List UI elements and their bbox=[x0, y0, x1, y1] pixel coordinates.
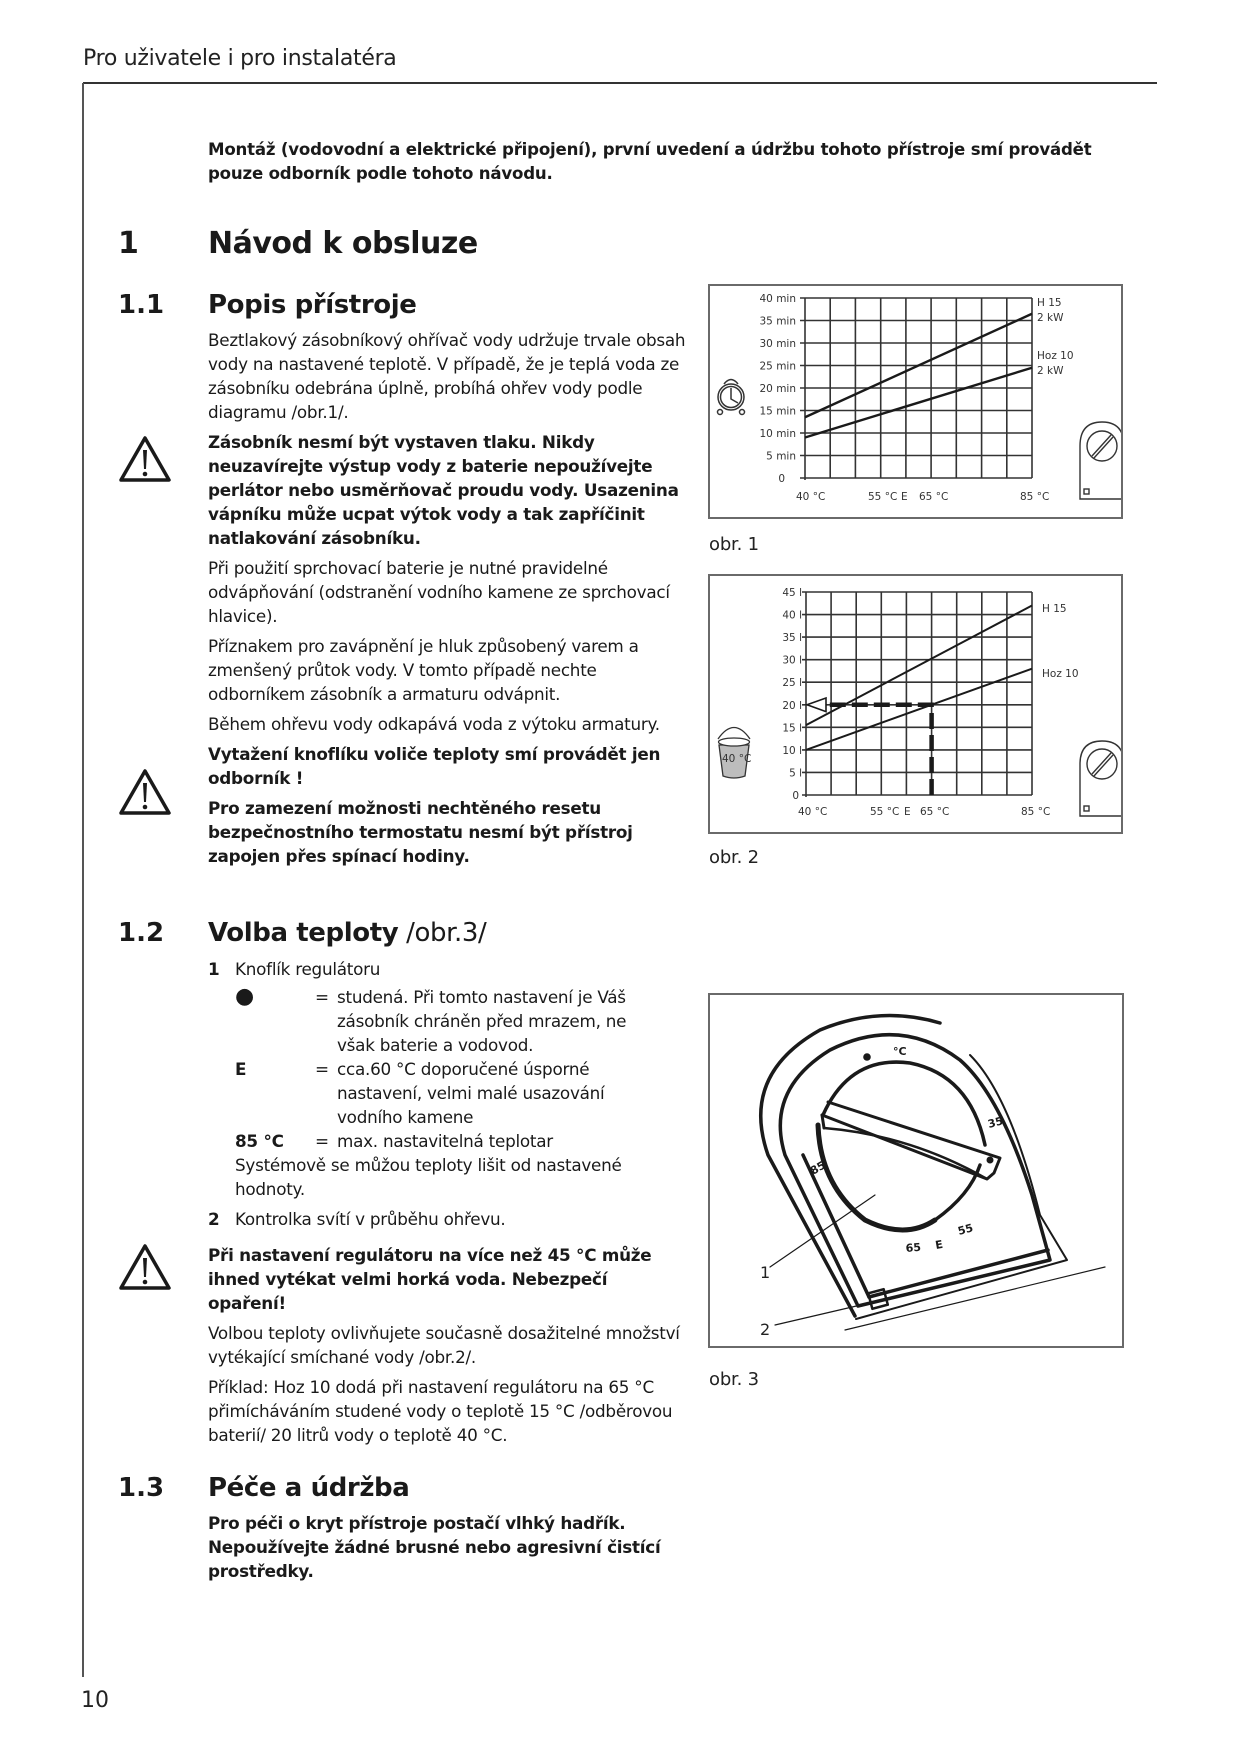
paragraph: Beztlakový zásobníkový ohřívač vody udržuje trvale obsah vody na nastavené teplotě. V případě, že je teplá voda ze zásobníku odebrána úplně, probíhá ohřev vody podle diagramu /obr.1/. bbox=[208, 330, 686, 422]
header-rule bbox=[83, 82, 1157, 84]
svg-text:15 l: 15 l bbox=[782, 722, 802, 735]
svg-text:15 min: 15 min bbox=[759, 405, 796, 418]
section-1-1-body bbox=[208, 328, 688, 874]
bucket-temperature-label: 40 °C bbox=[722, 753, 752, 765]
svg-text:0: 0 bbox=[792, 790, 799, 802]
section-1-2-number: 1.2 bbox=[118, 918, 165, 948]
svg-text:40 °C: 40 °C bbox=[798, 806, 828, 818]
svg-text:2 kW: 2 kW bbox=[1037, 312, 1064, 324]
section-1-3-title: Péče a údržba bbox=[208, 1473, 410, 1503]
svg-text:20 min: 20 min bbox=[759, 383, 796, 395]
intro-line-2: pouze odborník podle tohoto návodu. bbox=[208, 164, 553, 183]
section-1-3-number: 1.3 bbox=[118, 1473, 165, 1503]
svg-text:65: 65 bbox=[905, 1240, 922, 1255]
hot-water-volume-chart bbox=[710, 576, 1121, 832]
svg-text:Hoz 10: Hoz 10 bbox=[1042, 668, 1079, 680]
svg-text:35 min: 35 min bbox=[759, 315, 796, 328]
svg-text:65 °C: 65 °C bbox=[920, 806, 950, 818]
figure-1-caption: obr. 1 bbox=[709, 534, 759, 555]
list-item bbox=[208, 957, 688, 981]
thermostat-dial-icon bbox=[1080, 741, 1121, 816]
section-1-number: 1 bbox=[118, 226, 139, 261]
paragraph: Volbou teploty ovlivňujete současně dosažitelné množství vytékající smíchané vody /obr.2/. bbox=[208, 1323, 680, 1367]
item-label: Kontrolka svítí v průběhu ohřevu. bbox=[235, 1209, 506, 1229]
svg-text:55 °C: 55 °C bbox=[870, 806, 900, 818]
margin-rule bbox=[82, 83, 84, 1677]
svg-text:35: 35 bbox=[986, 1114, 1005, 1131]
definition-key: 85 °C bbox=[235, 1131, 284, 1151]
svg-text:2 kW: 2 kW bbox=[1037, 365, 1064, 377]
bucket-icon bbox=[718, 728, 751, 779]
svg-text:35 l: 35 l bbox=[782, 632, 802, 645]
item-number: 1 bbox=[208, 959, 220, 979]
item-number: 2 bbox=[208, 1209, 220, 1229]
paragraph: Příznakem pro zavápnění je hluk způsobený varem a zmenšený průtok vody. V tomto případě nechte odborníkem zásobník a armaturu odvápnit. bbox=[208, 636, 639, 704]
svg-text:°C: °C bbox=[893, 1045, 907, 1058]
alarm-clock-icon bbox=[718, 380, 745, 415]
definition-row bbox=[208, 985, 688, 1057]
svg-text:65 °C: 65 °C bbox=[919, 491, 949, 503]
knob-legend bbox=[208, 957, 688, 1231]
paragraph: Při použití sprchovací baterie je nutné pravidelné odvápňování (odstranění vodního kamene ze sprchovací hlavice). bbox=[208, 558, 670, 626]
svg-text:40 °C: 40 °C bbox=[796, 491, 826, 503]
figure-3-box bbox=[708, 993, 1124, 1348]
equals-sign: = bbox=[315, 987, 329, 1007]
svg-text:30 min: 30 min bbox=[759, 338, 796, 350]
svg-text:5 l: 5 l bbox=[789, 767, 802, 780]
svg-text:30 l: 30 l bbox=[782, 654, 802, 667]
thermostat-knob-illustration bbox=[710, 995, 1122, 1346]
svg-text:45 l: 45 l bbox=[782, 587, 802, 599]
svg-text:85 °C: 85 °C bbox=[1020, 491, 1050, 503]
definition-key: E bbox=[235, 1059, 247, 1079]
note-text: Systémově se můžou teploty lišit od nastavené hodnoty. bbox=[235, 1155, 622, 1199]
svg-text:H 15: H 15 bbox=[1037, 297, 1062, 309]
item-label: Knoflík regulátoru bbox=[235, 959, 381, 979]
intro-line-1: Montáž (vodovodní a elektrické připojení), první uvedení a údržbu tohoto přístroje smí provádět bbox=[208, 140, 1092, 159]
paragraph: Během ohřevu vody odkapává voda z výtoku armatury. bbox=[208, 714, 660, 734]
svg-text:40 l: 40 l bbox=[782, 609, 802, 622]
svg-text:H 15: H 15 bbox=[1042, 603, 1067, 615]
svg-text:10 min: 10 min bbox=[759, 428, 796, 440]
series-h15-line bbox=[806, 606, 1032, 726]
warning-text: Zásobník nesmí být vystaven tlaku. Nikdy neuzavírejte výstup vody z baterie nepoužívejte perlátor nebo usměrňovač proudu vody. Usazenina vápníku může ucpat výtok vody a tak zapříčinit natlakování zásobníku. bbox=[208, 432, 679, 548]
svg-text:25 min: 25 min bbox=[759, 360, 796, 373]
warning-text: Při nastavení regulátoru na více než 45 °C může ihned vytékat velmi horká voda. Nebezpečí opaření! bbox=[208, 1245, 652, 1313]
svg-text:1: 1 bbox=[760, 1263, 771, 1282]
definition-value: studená. Při tomto nastavení je Váš zásobník chráněn před mrazem, ne však baterie a vodovod. bbox=[337, 987, 627, 1055]
definition-row bbox=[208, 1129, 688, 1153]
definition-value: max. nastavitelná teplotar bbox=[337, 1131, 553, 1151]
series-hoz10-line bbox=[806, 669, 1032, 750]
section-1-2-body bbox=[208, 1243, 688, 1453]
figure-3-caption: obr. 3 bbox=[709, 1369, 759, 1390]
page-number: 10 bbox=[81, 1688, 109, 1713]
section-1-title: Návod k obsluze bbox=[208, 226, 478, 261]
warning-text: Vytažení knoflíku voliče teploty smí provádět jen odborník ! bbox=[208, 744, 661, 788]
section-1-3-body: Pro péči o kryt přístroje postačí vlhký hadřík. Nepoužívejte žádné brusné nebo agresivní čistící prostředky. bbox=[208, 1513, 661, 1581]
svg-text:E: E bbox=[904, 806, 911, 818]
list-item bbox=[208, 1207, 688, 1231]
svg-text:5 min: 5 min bbox=[766, 450, 796, 463]
svg-text:0: 0 bbox=[778, 473, 785, 485]
heating-time-chart bbox=[710, 286, 1121, 517]
figure-1-box bbox=[708, 284, 1123, 519]
intro-notice bbox=[208, 138, 1138, 186]
section-1-1-number: 1.1 bbox=[118, 290, 165, 320]
chart-grid bbox=[800, 298, 1032, 480]
svg-text:85 °C: 85 °C bbox=[1021, 806, 1051, 818]
figure-2-box bbox=[708, 574, 1123, 834]
section-1-1-title: Popis přístroje bbox=[208, 290, 417, 320]
svg-text:10 l: 10 l bbox=[782, 744, 802, 757]
running-head: Pro uživatele i pro instalatéra bbox=[83, 46, 397, 71]
warning-icon bbox=[118, 435, 172, 483]
paragraph: Příklad: Hoz 10 dodá při nastavení regulátoru na 65 °C přimícháváním studené vody o teplotě 15 °C /odběrovou baterií/ 20 litrů vody o teplotě 40 °C. bbox=[208, 1377, 673, 1445]
svg-text:40 min: 40 min bbox=[759, 293, 796, 305]
arrow-head-icon bbox=[807, 698, 826, 712]
equals-sign: = bbox=[315, 1059, 329, 1079]
svg-text:E: E bbox=[901, 491, 908, 503]
figure-2-caption: obr. 2 bbox=[709, 847, 759, 868]
thermostat-dial-icon bbox=[1080, 422, 1121, 499]
svg-text:25 l: 25 l bbox=[782, 677, 802, 690]
svg-text:20 l: 20 l bbox=[782, 699, 802, 712]
definition-row bbox=[208, 1057, 688, 1129]
definition-value: cca.60 °C doporučené úsporné nastavení, velmi malé usazování vodního kamene bbox=[337, 1059, 605, 1127]
svg-text:2: 2 bbox=[760, 1320, 771, 1339]
svg-text:Hoz 10: Hoz 10 bbox=[1037, 350, 1074, 362]
section-1-2-title-text: Volba teploty bbox=[208, 918, 399, 948]
svg-text:E: E bbox=[934, 1237, 944, 1252]
cold-dot-marker bbox=[863, 1053, 871, 1061]
svg-text:55: 55 bbox=[956, 1221, 975, 1238]
equals-sign: = bbox=[315, 1131, 329, 1151]
svg-text:55 °C: 55 °C bbox=[868, 491, 898, 503]
section-1-2-title bbox=[208, 918, 486, 948]
cold-dot-symbol: ● bbox=[235, 984, 254, 1009]
section-1-2-figure-ref: /obr.3/ bbox=[398, 918, 487, 948]
warning-text: Pro zamezení možnosti nechtěného resetu bezpečnostního termostatu nesmí být přístroj zapojen přes spínací hodiny. bbox=[208, 798, 633, 866]
svg-text:85: 85 bbox=[808, 1158, 828, 1178]
warning-icon bbox=[118, 1243, 172, 1291]
warning-icon bbox=[118, 768, 172, 816]
knob-pointer-dot bbox=[987, 1157, 994, 1164]
